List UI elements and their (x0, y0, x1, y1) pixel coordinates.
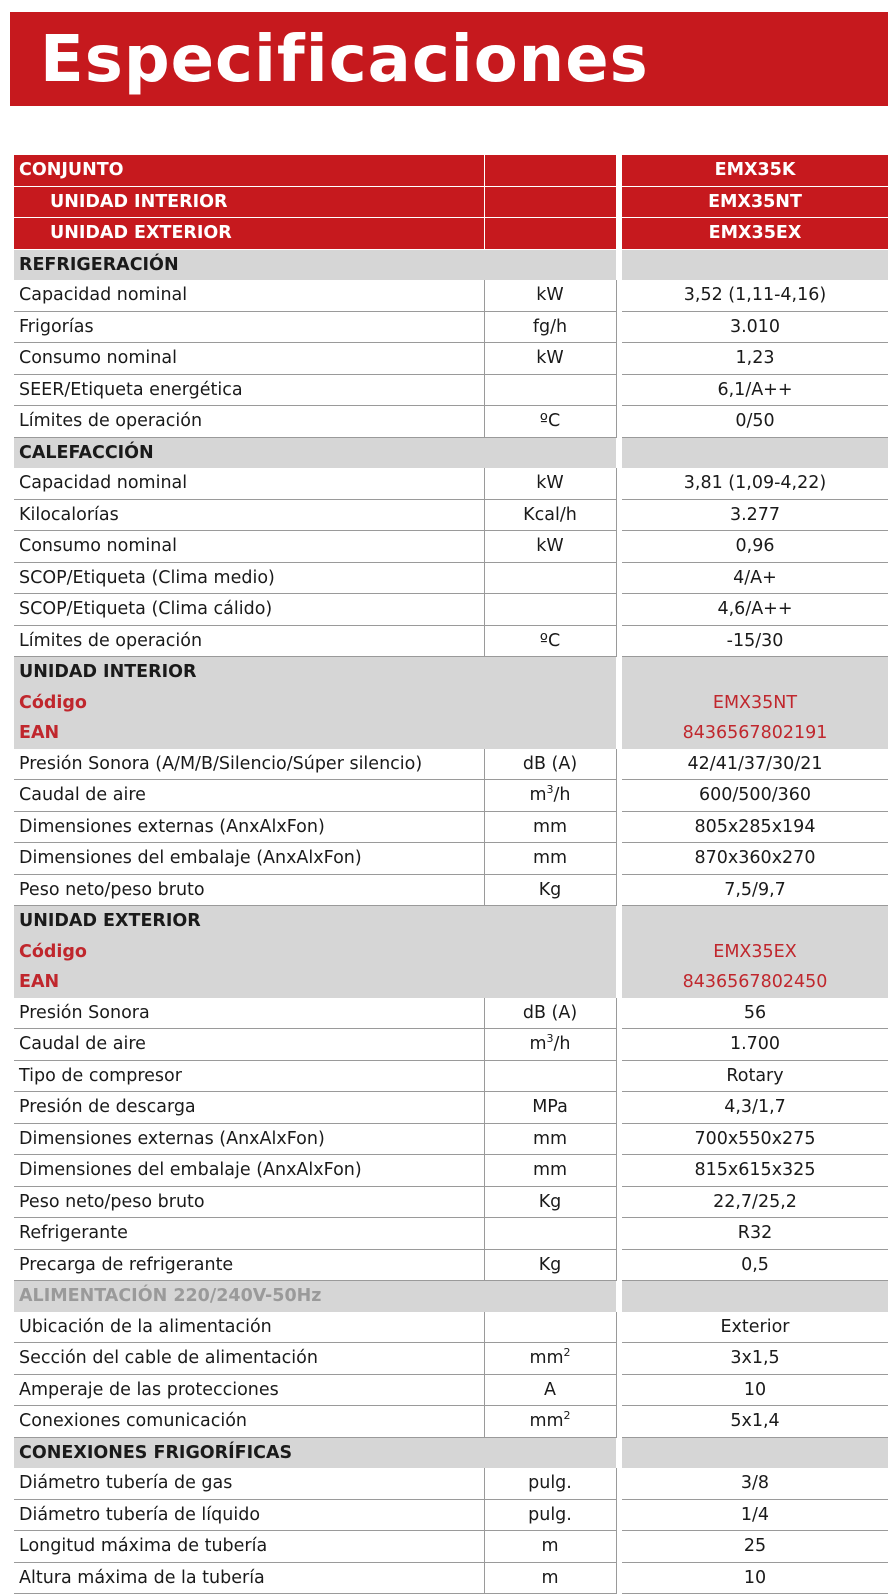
spec-value: 3,52 (1,11-4,16) (622, 280, 888, 311)
spec-value: 25 (622, 1531, 888, 1563)
spec-label: Diámetro tubería de gas (14, 1468, 484, 1499)
spec-value: 805x285x194 (622, 811, 888, 843)
spec-row (14, 1186, 888, 1218)
section-unit-cell (484, 249, 616, 280)
unit-base: m (529, 785, 547, 806)
spec-value: 5x1,4 (622, 1406, 888, 1438)
spec-unit: kW (484, 343, 616, 375)
spec-unit (484, 1060, 616, 1092)
unit-base: mm (529, 1348, 564, 1369)
spec-value: 0,5 (622, 1249, 888, 1281)
spec-row (14, 1060, 888, 1092)
spec-value: 6,1/A++ (622, 374, 888, 406)
spec-unit: m (484, 1531, 616, 1563)
section-header-row (14, 1281, 888, 1312)
spec-value: 3.277 (622, 499, 888, 531)
spec-label: SEER/Etiqueta energética (14, 374, 484, 406)
unit-exponent: 2 (563, 1346, 571, 1360)
spec-unit (484, 1029, 616, 1061)
spec-value: 10 (622, 1374, 888, 1406)
spec-row (14, 406, 888, 438)
spec-unit (484, 1406, 616, 1438)
spec-value: 8436567802450 (622, 967, 888, 998)
spec-unit: kW (484, 531, 616, 563)
spec-row (14, 531, 888, 563)
section-title: ALIMENTACIÓN 220/240V-50Hz (14, 1281, 484, 1312)
spec-unit (484, 780, 616, 812)
spec-value: -15/30 (622, 625, 888, 657)
spec-label: Amperaje de las protecciones (14, 1374, 484, 1406)
spec-label: Consumo nominal (14, 531, 484, 563)
spec-unit: Kg (484, 1186, 616, 1218)
specifications-table-body (14, 155, 888, 1594)
spec-label: Tipo de compresor (14, 1060, 484, 1092)
spec-row (14, 1562, 888, 1594)
spec-value: EMX35EX (622, 937, 888, 968)
code-row (14, 967, 888, 998)
section-unit-cell (484, 437, 616, 468)
spec-unit: m (484, 1562, 616, 1594)
spec-row (14, 1531, 888, 1563)
spec-unit (484, 1312, 616, 1343)
spec-value: 1.700 (622, 1029, 888, 1061)
spec-label: Diámetro tubería de líquido (14, 1499, 484, 1531)
header-model-value: EMX35K (622, 155, 888, 186)
header-label: UNIDAD INTERIOR (14, 186, 484, 218)
spec-value: Exterior (622, 1312, 888, 1343)
spec-value: 3x1,5 (622, 1343, 888, 1375)
section-header-row (14, 1437, 888, 1468)
section-value-cell (622, 249, 888, 280)
spec-row (14, 1406, 888, 1438)
spec-label: Código (14, 937, 484, 968)
unit-suffix: /h (553, 1034, 571, 1055)
spec-row (14, 780, 888, 812)
spec-unit (484, 937, 616, 968)
spec-unit: mm (484, 1155, 616, 1187)
spec-row (14, 874, 888, 906)
spec-value: Rotary (622, 1060, 888, 1092)
code-row (14, 688, 888, 719)
spec-label: Capacidad nominal (14, 468, 484, 499)
spec-value: 42/41/37/30/21 (622, 749, 888, 780)
spec-unit: Kcal/h (484, 499, 616, 531)
spec-unit (484, 1218, 616, 1250)
specifications-table (14, 155, 888, 1594)
spec-label: EAN (14, 967, 484, 998)
section-value-cell (622, 906, 888, 937)
spec-label: Sección del cable de alimentación (14, 1343, 484, 1375)
spec-label: Peso neto/peso bruto (14, 874, 484, 906)
code-row (14, 937, 888, 968)
spec-unit: A (484, 1374, 616, 1406)
section-unit-cell (484, 1437, 616, 1468)
spec-value: EMX35NT (622, 688, 888, 719)
section-unit-cell (484, 906, 616, 937)
spec-unit (484, 374, 616, 406)
spec-unit: mm (484, 811, 616, 843)
spec-row (14, 594, 888, 626)
spec-row (14, 1123, 888, 1155)
spec-row (14, 1312, 888, 1343)
spec-row (14, 1155, 888, 1187)
spec-row (14, 749, 888, 780)
spec-unit (484, 688, 616, 719)
spec-label: Dimensiones externas (AnxAlxFon) (14, 811, 484, 843)
spec-value: R32 (622, 1218, 888, 1250)
section-title: UNIDAD INTERIOR (14, 657, 484, 688)
unit-suffix: /h (553, 785, 571, 806)
spec-label: Dimensiones del embalaje (AnxAlxFon) (14, 843, 484, 875)
unit-base: mm (529, 1411, 564, 1432)
header-label: UNIDAD EXTERIOR (14, 218, 484, 250)
header-row (14, 155, 888, 186)
spec-value: 4,6/A++ (622, 594, 888, 626)
header-unit-cell (484, 186, 616, 218)
spec-value: 1/4 (622, 1499, 888, 1531)
spec-value: 22,7/25,2 (622, 1186, 888, 1218)
section-value-cell (622, 1281, 888, 1312)
unit-exponent: 2 (563, 1409, 571, 1423)
title-banner (10, 12, 888, 106)
spec-label: Altura máxima de la tubería (14, 1562, 484, 1594)
spec-row (14, 468, 888, 499)
spec-label: SCOP/Etiqueta (Clima cálido) (14, 594, 484, 626)
section-header-row (14, 657, 888, 688)
section-title: UNIDAD EXTERIOR (14, 906, 484, 937)
spec-row (14, 311, 888, 343)
section-unit-cell (484, 1281, 616, 1312)
spec-unit: kW (484, 280, 616, 311)
spec-row (14, 1218, 888, 1250)
spec-label: Consumo nominal (14, 343, 484, 375)
spec-row (14, 1092, 888, 1124)
spec-label: Presión Sonora (A/M/B/Silencio/Súper silencio) (14, 749, 484, 780)
section-title: CONEXIONES FRIGORÍFICAS (14, 1437, 484, 1468)
spec-label: Límites de operación (14, 625, 484, 657)
header-label: CONJUNTO (14, 155, 484, 186)
spec-unit (484, 562, 616, 594)
spec-row (14, 1249, 888, 1281)
spec-label: Peso neto/peso bruto (14, 1186, 484, 1218)
spec-label: Dimensiones externas (AnxAlxFon) (14, 1123, 484, 1155)
spec-unit: Kg (484, 874, 616, 906)
spec-value: 1,23 (622, 343, 888, 375)
section-unit-cell (484, 657, 616, 688)
spec-unit: pulg. (484, 1499, 616, 1531)
spec-unit: dB (A) (484, 749, 616, 780)
spec-value: 0,96 (622, 531, 888, 563)
spec-label: Kilocalorías (14, 499, 484, 531)
spec-unit (484, 718, 616, 749)
spec-row (14, 499, 888, 531)
spec-label: SCOP/Etiqueta (Clima medio) (14, 562, 484, 594)
spec-label: Límites de operación (14, 406, 484, 438)
section-value-cell (622, 1437, 888, 1468)
spec-label: Presión de descarga (14, 1092, 484, 1124)
spec-unit: ºC (484, 625, 616, 657)
spec-value: 3.010 (622, 311, 888, 343)
spec-value: 600/500/360 (622, 780, 888, 812)
spec-unit: kW (484, 468, 616, 499)
header-unit-cell (484, 155, 616, 186)
section-header-row (14, 249, 888, 280)
spec-row (14, 1374, 888, 1406)
spec-unit: mm (484, 1123, 616, 1155)
page-title: Especificaciones (40, 23, 649, 97)
spec-value: 4/A+ (622, 562, 888, 594)
spec-value: 8436567802191 (622, 718, 888, 749)
spec-value: 7,5/9,7 (622, 874, 888, 906)
spec-row (14, 1499, 888, 1531)
section-header-row (14, 906, 888, 937)
spec-row (14, 625, 888, 657)
spec-row (14, 811, 888, 843)
spec-label: Código (14, 688, 484, 719)
spec-unit: MPa (484, 1092, 616, 1124)
spec-value: 0/50 (622, 406, 888, 438)
spec-label: Dimensiones del embalaje (AnxAlxFon) (14, 1155, 484, 1187)
spec-value: 815x615x325 (622, 1155, 888, 1187)
header-model-value: EMX35NT (622, 186, 888, 218)
unit-base: m (529, 1034, 547, 1055)
spec-unit: Kg (484, 1249, 616, 1281)
spec-row (14, 562, 888, 594)
spec-value: 3/8 (622, 1468, 888, 1499)
spec-row (14, 280, 888, 311)
spec-unit: pulg. (484, 1468, 616, 1499)
section-value-cell (622, 657, 888, 688)
spec-unit: dB (A) (484, 998, 616, 1029)
spec-unit: fg/h (484, 311, 616, 343)
spec-label: Presión Sonora (14, 998, 484, 1029)
section-title: CALEFACCIÓN (14, 437, 484, 468)
header-unit-cell (484, 218, 616, 250)
spec-value: 700x550x275 (622, 1123, 888, 1155)
section-title: REFRIGERACIÓN (14, 249, 484, 280)
spec-row (14, 998, 888, 1029)
spec-unit (484, 967, 616, 998)
spec-row (14, 1468, 888, 1499)
spec-row (14, 374, 888, 406)
spec-label: Caudal de aire (14, 780, 484, 812)
spec-value: 4,3/1,7 (622, 1092, 888, 1124)
header-row (14, 186, 888, 218)
spec-row (14, 1343, 888, 1375)
section-header-row (14, 437, 888, 468)
spec-value: 3,81 (1,09-4,22) (622, 468, 888, 499)
spec-unit (484, 594, 616, 626)
code-row (14, 718, 888, 749)
spec-unit (484, 1343, 616, 1375)
spec-label: EAN (14, 718, 484, 749)
spec-label: Frigorías (14, 311, 484, 343)
spec-unit: ºC (484, 406, 616, 438)
spec-row (14, 343, 888, 375)
spec-row (14, 843, 888, 875)
spec-unit: mm (484, 843, 616, 875)
header-model-value: EMX35EX (622, 218, 888, 250)
spec-label: Ubicación de la alimentación (14, 1312, 484, 1343)
unit-exponent: 3 (546, 1032, 554, 1046)
spec-label: Caudal de aire (14, 1029, 484, 1061)
spec-label: Capacidad nominal (14, 280, 484, 311)
spec-row (14, 1029, 888, 1061)
spec-label: Conexiones comunicación (14, 1406, 484, 1438)
header-row (14, 218, 888, 250)
spec-label: Refrigerante (14, 1218, 484, 1250)
spec-label: Longitud máxima de tubería (14, 1531, 484, 1563)
spec-value: 56 (622, 998, 888, 1029)
spec-label: Precarga de refrigerante (14, 1249, 484, 1281)
section-value-cell (622, 437, 888, 468)
spec-value: 870x360x270 (622, 843, 888, 875)
spec-value: 10 (622, 1562, 888, 1594)
unit-exponent: 3 (546, 783, 554, 797)
